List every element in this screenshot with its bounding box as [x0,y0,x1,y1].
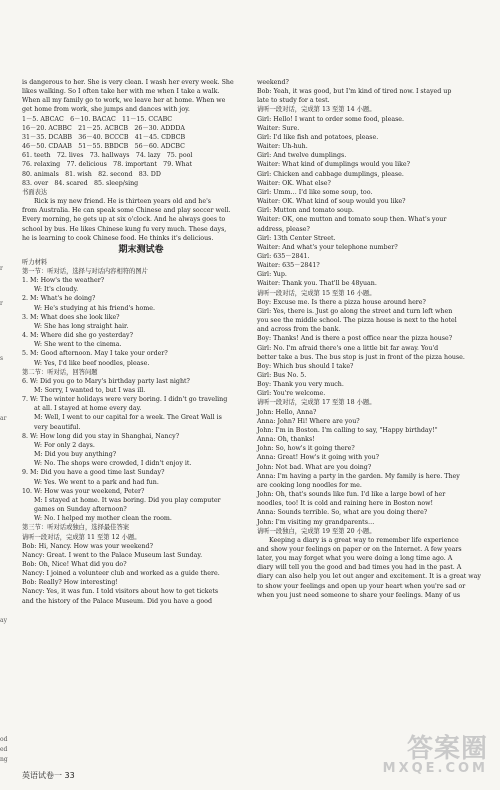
dialogue-line: and across from the bank. [257,326,341,334]
writing-label: 书面表达 [22,188,48,196]
dialogue-line: John: So, how's it going there? [257,445,355,453]
dialogue-line: 4. M: Where did she go yesterday? [22,332,133,340]
dialogue-line: Bob: Oh, Nice! What did you do? [22,560,127,568]
margin-fragment: r [0,300,3,307]
dialogue-line: Waiter: Thank you. That'll be 48yuan. [257,280,377,288]
dialogue-line: M: Sorry, I wanted to, but I was ill. [34,387,146,394]
monologue-line: later, you may forget what you were doing a long time ago. A [257,555,453,563]
dialogue-line: 3. M: What does she look like? [22,313,120,321]
instruction-line: 请听一段对话，完成第 17 至第 18 小题。 [257,399,376,407]
dialogue-line: at all. I stayed at home every day. [34,405,142,413]
dialogue-line: are cooking long noodles for me. [257,481,362,489]
dialogue-line: Nancy: Great. I went to the Palace Museum last Sunday. [22,551,203,559]
monologue-line: to show your feelings and open up your heart when you're sad or [257,582,466,590]
dialogue-line: John: Oh, that's sounds like fun. I'd like a large bowl of her [257,491,446,499]
margin-fragment: ay [0,617,7,624]
dialogue-line: M: Did you buy anything? [34,451,117,459]
dialogue-line: W: For only 2 days. [34,441,95,449]
dialogue-line: Anna: I'm having a party in the garden. My family is here. They [257,472,460,480]
answer-line: 1－5. ABCAC 6－10. BACAC 11－15. CCABC [22,115,173,123]
dialogue-line: games on Sunday afternoon? [34,506,127,514]
dialogue-line: Girl: Bus No. 5. [257,372,307,379]
dialogue-line: 5. M: Good afternoon. May I take your order? [22,350,168,358]
dialogue-line: Girl: You're welcome. [257,390,326,398]
dialogue-line: Nancy: Yes, it was fun. I told visitors about how to get tickets [22,588,219,596]
dialogue-line: 9. M: Did you have a good time last Sunday? [22,469,165,477]
essay-line: Rick is my new friend. He is thirteen years old and he's [34,198,212,206]
essay-line: he is learning to cook Chinese food. He thinks it's delicious. [22,234,214,242]
monologue-line: Keeping a diary is a great way to remember life experience [269,536,459,544]
dialogue-line: Waiter: OK. What else? [257,179,331,187]
dialogue-line: late to study for a test. [257,97,330,105]
dialogue-line: W: She has long straight hair. [34,322,129,330]
dialogue-line: Girl: Chicken and cabbage dumplings, please. [257,170,404,178]
dialogue-line: Girl: Yes, there is. Just go along the street and turn left when [257,307,453,315]
dialogue-line: Girl: I'd like fish and potatoes, please. [257,133,379,141]
answer-line: 61. teeth 72. lives 73. hallways 74. lazy 75. pool [22,152,193,160]
dialogue-line: John: Hello, Anna? [257,408,317,416]
dialogue-line: better take a bus. The bus stop is just in front of the pizza house. [257,353,465,361]
answer-line: 46－50. CDAAB 51－55. BBDCB 56－60. ADCBC [22,143,185,151]
dialogue-line: W: No. The shops were crowded, I didn't enjoy it. [34,460,192,468]
monologue-line: diary can also help you let out anger and excitement. It is a great way [257,573,481,581]
dialogue-line: Boy: Which bus should I take? [257,362,354,370]
dialogue-line: weekend? [257,79,289,86]
instruction-line: 请听一段对话，完成第 13 至第 14 小题。 [257,106,376,114]
margin-fragment: ng [0,756,8,763]
dialogue-line: Girl: Umm… I'd like some soup, too. [257,188,373,196]
dialogue-line: 1. M: How's the weather? [22,277,105,285]
listening-label: 听力材料 [22,258,48,266]
margin-fragment: ar [0,415,7,422]
margin-fragment: ed [0,746,8,753]
dialogue-line: Waiter: And what's your telephone number? [257,243,398,251]
monologue-line: diary will tell you the good and bad times you had in the past. A [257,564,462,572]
monologue-line: and show your feelings on paper or on the Internet. A few years [257,545,462,553]
dialogue-line: Girl: Yup. [257,271,287,279]
dialogue-line: Girl: 635－2841. [257,252,310,260]
dialogue-line: you see the middle school. The pizza house is next to the hotel [257,317,457,325]
dialogue-line: Bob: Really? How interesting! [22,579,118,587]
dialogue-line: W: Yes, I'd like beef noodles, please. [34,359,150,367]
dialogue-line: Girl: 13th Center Street. [257,234,336,242]
dialogue-line: M: I stayed at home. It was boring. Did you play computer [34,496,221,504]
dialogue-line: Waiter: Uh-huh. [257,143,308,151]
dialogue-line: Waiter: What kind of dumplings would you like? [257,161,411,169]
dialogue-line: address, please? [257,225,310,233]
dialogue-line: W: He's studying at his friend's home. [34,304,156,312]
margin-fragment: od [0,736,8,743]
dialogue-line: and the history of the Palace Museum. Did you have a good [22,597,213,605]
dialogue-line: very beautiful. [34,423,81,431]
part-title: 第一节：听对话，选择与对话内容相符的图片 [22,267,148,275]
dialogue-line: Waiter: Sure. [257,124,300,132]
dialogue-line: Boy: Thanks! And is there a post office near the pizza house? [257,335,453,343]
dialogue-line: Boy: Thank you very much. [257,381,344,389]
monologue-line: when you just need someone to share your feelings. Many of us [257,591,461,599]
section-title: 期末测试卷 [118,244,164,255]
dialogue-line: Anna: Great! How's it going with you? [257,454,379,462]
watermark-logo [383,728,488,776]
dialogue-line: John: I'm in Boston. I'm calling to say, "Happy birthday!" [257,426,438,434]
margin-fragment: r [0,265,3,272]
instruction-line: 请听一段对话，完成第 11 至第 12 小题。 [22,533,141,541]
answer-line: 83. over 84. scared 85. sleep/sing [22,179,139,187]
dialogue-line: W: She went to the cinema. [34,341,122,349]
dialogue-line: 6. W: Did you go to Mary's birthday party last night? [22,377,190,385]
dialogue-line: M: Well, I went to our capital for a week. The Great Wall is [34,414,222,422]
essay-line: Every morning, he gets up at six o'clock. And he always goes to [22,216,226,224]
dialogue-line: 10. W: How was your weekend, Peter? [22,487,145,495]
dialogue-line: Girl: Hello! I want to order some food, please. [257,115,405,123]
dialogue-line: 8. W: How long did you stay in Shanghai, Nancy? [22,432,180,440]
dialogue-line: John: I'm visiting my grandparents… [257,518,375,526]
dialogue-line: Waiter: OK, one mutton and tomato soup then. What's your [257,216,447,224]
dialogue-line: 2. M: What's he doing? [22,295,96,303]
essay-line: likes walking. So I often take her with me when I take a walk. [22,88,220,96]
right-column [257,78,495,600]
dialogue-line: John: Not bad. What are you doing? [257,463,372,471]
dialogue-line: noodles, too! It is cold and raining here in Boston now! [257,500,434,508]
watermark-sub: MXQE.COM [382,761,488,776]
dialogue-line: Bob: Hi, Nancy. How was your weekend? [22,542,153,550]
dialogue-line: Girl: Mutton and tomato soup. [257,207,354,215]
essay-line: school by bus. He likes Chinese kung fu very much. These days, [22,225,227,233]
instruction-line: 请听一段独白，完成第 19 至第 20 小题。 [257,527,376,535]
dialogue-line: Waiter: 635－2841? [257,262,320,270]
essay-line: get home from work, she jumps and dances with joy. [22,106,190,114]
dialogue-line: Anna: Sounds terrible. So, what are you doing there? [257,509,428,517]
margin-fragment: s [0,355,4,362]
part-title: 第三节：听对话或独白，选择最佳答案 [22,524,130,532]
dialogue-line: Girl: No. I'm afraid there's one a little bit far away. You'd [257,344,439,352]
dialogue-line: Nancy: I joined a volunteer club and worked as a guide there. [22,570,220,578]
essay-line: When all my family go to work, we leave her at home. When we [22,97,226,105]
page-footer: 英语试卷一 33 [22,771,75,780]
left-column [22,78,260,606]
dialogue-line: Girl: And twelve dumplings. [257,152,347,160]
dialogue-line: Anna: John? Hi! Where are you? [257,417,360,425]
dialogue-line: Bob: Yeah, it was good, but I'm kind of tired now. I stayed up [257,88,452,96]
instruction-line: 请听一段对话，完成第 15 至第 16 小题。 [257,289,376,297]
essay-line: from Australia. He can speak some Chinese and play soccer well. [22,207,231,215]
dialogue-line: Boy: Excuse me. Is there a pizza house around here? [257,298,426,306]
part-title: 第二节：听对话，回答问题 [22,368,98,376]
dialogue-line: W: It's cloudy. [34,286,79,294]
dialogue-line: W: No. I helped my mother clean the room. [34,515,172,523]
answer-line: 80. animals 81. wish 82. second 83. DD [22,170,161,178]
dialogue-line: Anna: Oh, thanks! [257,436,315,444]
watermark-main: 答案圈 [406,734,488,764]
answer-line: 76. relaxing 77. delicious 78. important 79. What [22,161,193,169]
answer-line: 16－20. ACBBC 21－25. ACBCB 26－30. ADDDA [22,124,185,132]
dialogue-line: W: Yes. We went to a park and had fun. [34,478,159,486]
dialogue-line: Waiter: OK. What kind of soup would you like? [257,198,406,206]
answer-line: 31－35. DCABB 36－40. BCCCB 41－45. CDBCB [22,133,186,141]
dialogue-line: 7. W: The winter holidays were very boring. I didn't go traveling [22,396,228,404]
essay-line: is dangerous to her. She is very clean. I wash her every week. She [22,79,234,86]
